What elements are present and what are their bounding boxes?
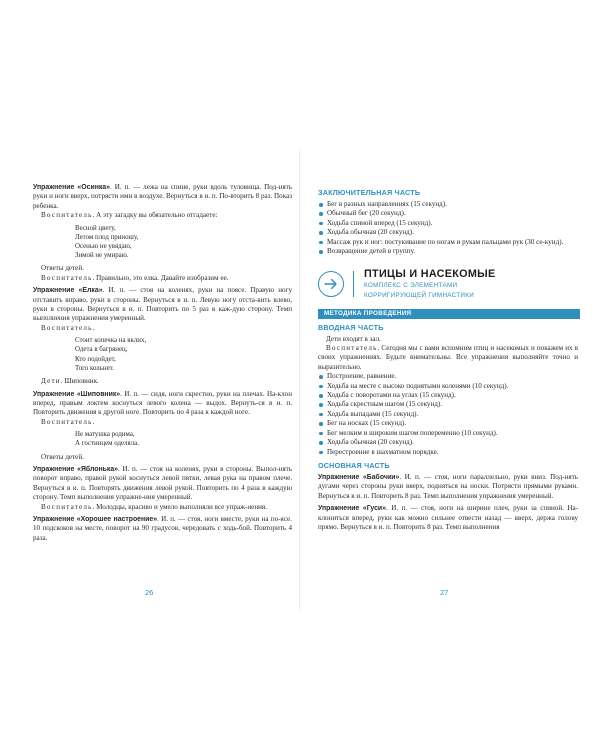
children-answers: Ответы детей. [41,452,84,461]
exercise-yablonka: Упражнение «Яблонька». И. п. — стоя на коленях, руки в стороны. Выпол-нять поворот вправо, правой рукой коснуться левой пятки, левая рука на правом плече. Вернуться в и. п. Повторять движения левой рукой. Повторить по 4 раза в каждую сторону. Темп выполнения упражне-ния умеренный. [33,464,292,502]
topic-title: ПТИЦЫ И НАСЕКОМЫЕ [364,268,496,281]
list-item: Бег на носках (15 секунд). [318,419,578,428]
exercise-babochki: Упражнение «Бабочки». И. п. — стоя, ноги параллельно, руки вниз. Под-нять дугами через стороны руки вверх, подняться на носки. Потрясти прямыми руками. Вернуться в и. п. Повторить 8 раз. Темп выполнения упражнения умеренный. [318,472,578,500]
list-item: Бег мелким и широким шагом попеременно (10 секунд). [318,429,578,438]
bullet-icon [319,241,323,245]
teacher-speech: Воспитатель. А эту загадку вы обязательно отгадаете: [41,211,218,220]
riddle-poem: Стоит копечка на вклих, Одета в багрянец, Кто подойдет, Того кольнет. [75,337,147,372]
teacher-speech: Воспитатель. Сегодня мы с вами вспомним птиц и насекомых и покажем их в своих упражнениях. Будьте внимательны. Все упражнения выполняйте точно и выразительно. [318,344,578,371]
page-number: 26 [145,588,154,597]
list-item: Перестроение в шахматном порядке. [318,448,578,457]
page-number: 27 [440,588,449,597]
list-item: Ходьба обычная (20 секунд). [318,438,578,447]
bullet-icon [319,222,323,226]
list-item: Массаж рук и ног: постукивание по ногам и рукам пальцами рук (30 се-кунд). [318,238,578,247]
bullet-icon [319,422,323,426]
section-heading: ЗАКЛЮЧИТЕЛЬНАЯ ЧАСТЬ [318,188,421,197]
bullet-icon [319,375,323,379]
teacher-speech: Воспитатель. Правильно, это елка. Давайте изобразим ее. [41,273,229,282]
exercise-shipovnik: Упражнение «Шиповник». И. п. — сидя, ноги скрестно, руки на плечах. На-клон вперед, правым локтем коснуться левого колена — выдох. Вернуть-ся в и. п. Повторить движения к другой ноге. Повторить по 4 раза к каждой ноге. [33,389,292,417]
list-item: Возвращение детей в группу. [318,247,578,256]
bullet-icon [319,250,323,254]
bullet-icon [319,231,323,235]
bullet-icon [319,451,323,455]
list-item: Ходьба обычная (20 секунд). [318,228,578,237]
exercise-osinka: Упражнение «Осинка». И. п. — лежа на спине, руки вдоль туловища. Под-нять руки и ноги вверх, потрясти ими в воздухе. Вернуться в и. п. По-вторить 8 раз. Показ ребенка. [33,183,292,210]
list-item: Ходьба скрестным шагом (15 секунд). [318,400,578,409]
exercise-elka: Упражнение «Елка». И. п. — стоя на коленях, руки на поясе. Правую ногу отставить вправо, руки в стороны. Вернуться в и. п. Левую ногу отста-вить влево, руки в стороны. Вернуться в и. п. Повторить по 5 раз в каж-дую сторону. Темп выполнения упражнения умеренный. [33,286,293,323]
divider [353,271,354,297]
teacher-speech: Воспитатель. [41,417,95,426]
right-page [300,0,600,750]
intro-list [318,372,578,457]
topic-subtitle: КОМПЛЕКС С ЭЛЕМЕНТАМИ [364,282,458,290]
bullet-icon [319,413,323,417]
list-item: Ходьба выпадами (15 секунд). [318,410,578,419]
list-item: Ходьба с поворотами на углах (15 секунд). [318,391,578,400]
children-answers: Ответы детей. [41,264,84,273]
list-item: Бег в разных направлениях (15 секунд). [318,200,578,209]
arrow-right-icon [318,271,344,297]
topic-subtitle: КОРРИГИРУЮЩЕЙ ГИМНАСТИКИ [364,292,475,300]
bullet-icon [319,212,323,216]
riddle-poem: Весной цвету, Летом плод приношу, Осенью не увядаю, Зимой не умираю. [75,224,139,260]
list-item: Обычный бег (20 секунд). [318,209,578,218]
teacher-speech: Воспитатель. [41,323,95,332]
teacher-speech: Воспитатель. Молодцы, красиво и умело выполняли все упраж-нения. [41,502,267,511]
section-heading: ВВОДНАЯ ЧАСТЬ [318,322,384,332]
method-banner: МЕТОДИКА ПРОВЕДЕНИЯ [318,309,580,319]
section-heading: ОСНОВНАЯ ЧАСТЬ [318,460,390,470]
list-item: Ходьба на месте с высоко поднятыми коленями (10 секунд). [318,382,578,391]
bullet-icon [319,385,323,389]
final-list [318,200,578,256]
topic-header [318,268,578,299]
children-answer: Дети. Шиповник. [41,377,99,386]
exercise-gusi: Упражнение «Гуси». И. п. — стоя, ноги на ширине плеч, руки за спиной. На-клониться вперед, руки как можно сильнее отвести назад — вверх, держа голову прямо. Вернуться в и. п. Повторить 8 раз. Темп выполнения [318,504,578,531]
intro-line: Дети входят в зал. [326,334,381,343]
riddle-poem: Не матушка родима, А гостинцем оделяла. [75,431,139,448]
bullet-icon [319,203,323,207]
exercise-good-mood: Упражнение «Хорошее настроение». И. п. — стоя, ноги вместе, руки на по-ясе. 10 подскоков на месте, поворот на 90 градусов, чередовать с ходь-бой. Повторить 4 раза. [33,514,292,542]
bullet-icon [319,441,323,445]
bullet-icon [319,432,323,436]
list-item: Ходьба спиной вперед (15 секунд). [318,219,578,228]
list-item: Построение, равнение. [318,372,578,381]
bullet-icon [319,394,323,398]
bullet-icon [319,403,323,407]
